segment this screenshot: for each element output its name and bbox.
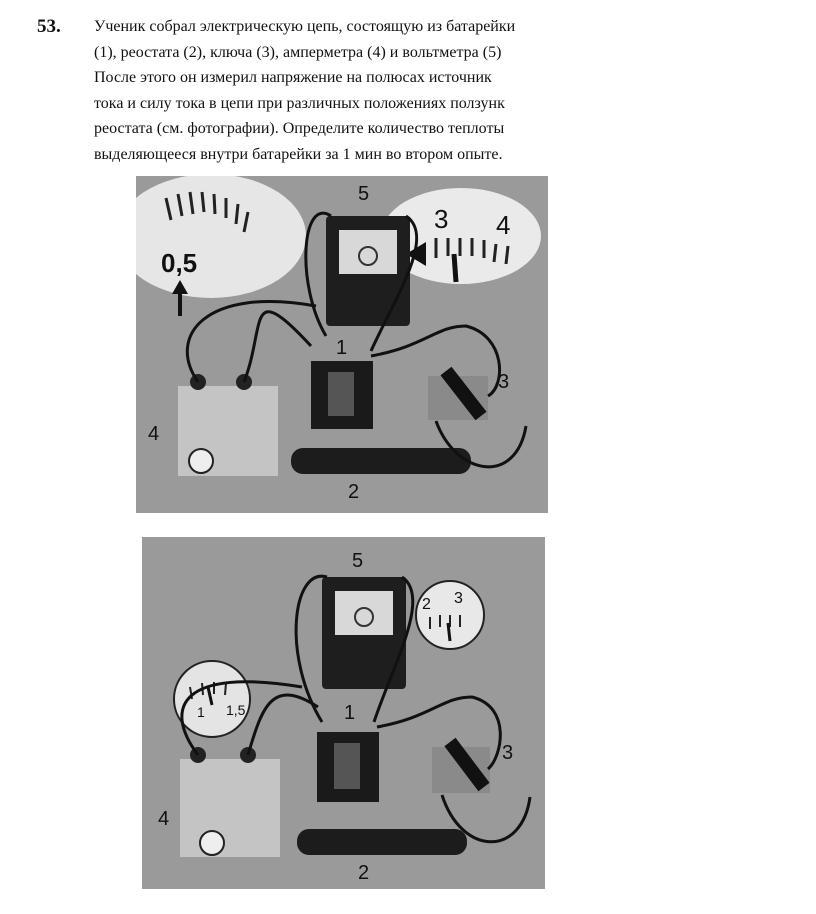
voltmeter-scale-label: 3 xyxy=(454,590,463,607)
problem-number: 53. xyxy=(37,16,61,37)
problem-line: реостата (см. фотографии). Определите количество теплоты xyxy=(94,120,505,137)
label-battery: 1 xyxy=(344,702,356,724)
label-voltmeter: 5 xyxy=(358,183,370,205)
label-battery: 1 xyxy=(336,337,348,359)
problem-text xyxy=(94,14,582,167)
problem-line: После этого он измерил напряжение на полюсах источник xyxy=(94,69,492,86)
problem-line: Ученик собрал электрическую цепь, состоящую из батарейки xyxy=(94,18,516,35)
voltmeter-scale-label: 2 xyxy=(422,596,431,613)
problem-line: (1), реостата (2), ключа (3), амперметра (4) и вольтметра (5) xyxy=(94,43,502,61)
label-voltmeter: 5 xyxy=(352,550,364,572)
problem-line: тока и силу тока в цепи при различных положениях ползунк xyxy=(94,94,505,112)
voltmeter-scale-inset xyxy=(416,581,484,649)
circuit-photo-2 xyxy=(142,537,545,889)
label-ammeter: 4 xyxy=(148,423,160,445)
label-ammeter: 4 xyxy=(158,808,170,830)
voltmeter-scale-label: 4 xyxy=(496,210,511,240)
ammeter-scale-label: 1 xyxy=(197,704,205,720)
ammeter-scale-inset xyxy=(174,661,250,737)
problem-line: выделяющееся внутри батарейки за 1 мин во втором опыте. xyxy=(94,145,503,163)
label-key: 3 xyxy=(498,371,510,393)
ammeter-scale-label: 0,5 xyxy=(161,248,198,278)
label-key: 3 xyxy=(502,742,514,764)
label-rheostat: 2 xyxy=(348,481,360,503)
label-rheostat: 2 xyxy=(358,862,370,884)
ammeter-scale-label: 1,5 xyxy=(226,702,246,718)
voltmeter-scale-label: 3 xyxy=(434,204,449,234)
circuit-photo-1 xyxy=(136,176,548,513)
